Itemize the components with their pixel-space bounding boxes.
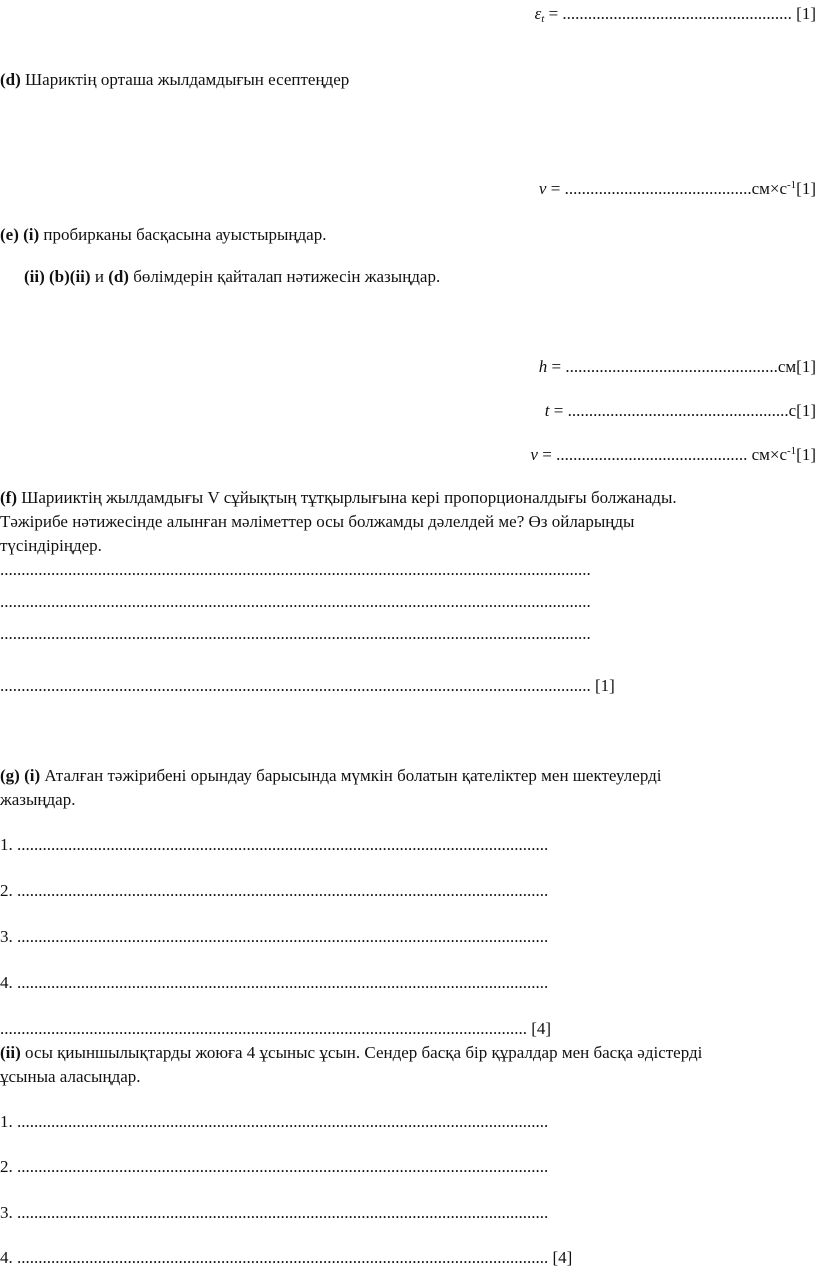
time-mark: [1] — [796, 401, 816, 420]
time-answer-line — [545, 401, 816, 421]
list-item-number: 4. — [0, 973, 17, 992]
epsilon-symbol: ε — [534, 4, 542, 23]
question-g-ii-text: осы қиыншылықтарды жоюға 4 ұсыныс ұсын. Сендер басқа бір құралдар мен басқа әдістерді — [20, 1043, 703, 1062]
question-e-i — [0, 225, 326, 245]
answer-dots-line: ........................................................................................................................................... — [0, 560, 591, 579]
list-item-number: 3. — [0, 927, 17, 946]
time-dots: .................................................... — [567, 401, 789, 420]
question-f-text: Шарииктің жылдамдығы V сұйықтың тұтқырлығына кері пропорционалдығы болжанады. — [16, 488, 677, 507]
question-g-ii-line2: ұсыныа аласыңдар. — [0, 1067, 141, 1086]
list-item — [0, 881, 548, 901]
answer-dots: ............................................................................................................................. — [17, 1203, 549, 1222]
velocity2-unit: см×с — [747, 445, 787, 464]
question-e-ii-text: бөлімдерін қайталап нәтижесін жазыңдар. — [128, 267, 441, 286]
velocity-unit: см×с — [751, 179, 787, 198]
epsilon-equals: = — [544, 4, 563, 23]
velocity-dots: ............................................ — [564, 179, 752, 198]
velocity2-answer-line — [530, 445, 816, 465]
question-f-line2: Тәжірибе нәтижесінде алынған мәліметтер осы болжамды дәлелдей ме? Өз ойларыңды — [0, 512, 635, 531]
question-d-text: Шариктің орташа жылдамдығын есептеңдер — [20, 70, 350, 89]
epsilon-answer-line — [535, 4, 816, 24]
height-answer-line — [539, 357, 816, 377]
list-item — [0, 1203, 548, 1223]
answer-dots: ............................................................................................................................. — [17, 1112, 549, 1131]
velocity2-mark: [1] — [796, 445, 816, 464]
question-g-ii-mark: [4] — [548, 1248, 573, 1267]
list-item — [0, 1157, 548, 1177]
question-e-i-label: (e) (i) — [0, 225, 40, 244]
answer-dots: ............................................................................................................................. — [17, 1157, 549, 1176]
list-item — [0, 1112, 548, 1132]
question-d-label: (d) — [0, 70, 21, 89]
answer-dots-line: ........................................................................................................................................... — [0, 624, 591, 643]
height-unit: см — [777, 357, 797, 376]
question-f-line3: түсіндіріңдер. — [0, 536, 102, 555]
time-equals: = — [549, 401, 568, 420]
question-d — [0, 70, 349, 90]
question-e-i-text: пробирканы басқасына ауыстырыңдар. — [39, 225, 327, 244]
list-item — [0, 835, 548, 855]
answer-dots: ............................................................................................................................. — [17, 1248, 549, 1267]
answer-dots: ........................................................................................................................................... — [0, 676, 591, 695]
question-f-mark: [1] — [590, 676, 615, 695]
height-mark: [1] — [796, 357, 816, 376]
answer-dots: ............................................................................................................................. — [17, 927, 549, 946]
question-f-label: (f) — [0, 488, 17, 507]
list-item-number: 1. — [0, 1112, 17, 1131]
question-g-i-text: Аталған тәжірибені орындау барысында мүмкін болатын қателіктер мен шектеулерді — [40, 766, 662, 785]
epsilon-mark: [1] — [791, 4, 816, 23]
list-item — [0, 927, 548, 947]
answer-dots: ............................................................................................................................ — [0, 1019, 527, 1038]
question-g-i-line1 — [0, 766, 661, 786]
velocity2-equals: = — [537, 445, 557, 464]
question-e-ii-label: (ii) (b)(ii) — [24, 267, 91, 286]
question-f-line1 — [0, 488, 677, 508]
velocity2-symbol: v — [530, 445, 538, 464]
time-symbol: t — [544, 401, 550, 420]
velocity-symbol: v — [538, 179, 547, 198]
velocity-answer-line — [539, 179, 816, 199]
velocity-mark: [1] — [796, 179, 816, 198]
question-g-ii-label: (ii) — [0, 1043, 21, 1062]
list-item-number: 2. — [0, 881, 17, 900]
answer-dots: ............................................................................................................................. — [17, 881, 549, 900]
epsilon-subscript: t — [541, 13, 545, 25]
question-e-ii-label-d: (d) — [108, 267, 129, 286]
answer-dots-line-final — [0, 1019, 551, 1039]
list-item-number: 4. — [0, 1248, 17, 1267]
question-g-i-label: (g) (i) — [0, 766, 41, 785]
list-item-number: 1. — [0, 835, 17, 854]
question-e-ii — [24, 267, 440, 287]
answer-dots: ............................................................................................................................. — [17, 973, 549, 992]
question-e-ii-and: и — [90, 267, 109, 286]
velocity-equals: = — [546, 179, 565, 198]
time-unit: с — [788, 401, 797, 420]
question-g-ii-line1 — [0, 1043, 702, 1063]
height-equals: = — [547, 357, 566, 376]
velocity2-exponent: -1 — [787, 445, 797, 457]
list-item-number: 3. — [0, 1203, 17, 1222]
velocity2-dots: ............................................. — [556, 445, 748, 464]
list-item-number: 2. — [0, 1157, 17, 1176]
answer-dots-line-final — [0, 676, 615, 696]
list-item — [0, 973, 548, 993]
epsilon-dots: ...................................................... — [562, 4, 792, 23]
velocity-exponent: -1 — [787, 179, 797, 191]
list-item — [0, 1248, 572, 1268]
question-g-i-mark: [4] — [527, 1019, 552, 1038]
answer-dots: ............................................................................................................................. — [17, 835, 549, 854]
height-symbol: h — [538, 357, 548, 376]
height-dots: .................................................. — [565, 357, 778, 376]
question-g-i-line2: жазыңдар. — [0, 790, 76, 809]
answer-dots-line: ........................................................................................................................................... — [0, 592, 591, 611]
